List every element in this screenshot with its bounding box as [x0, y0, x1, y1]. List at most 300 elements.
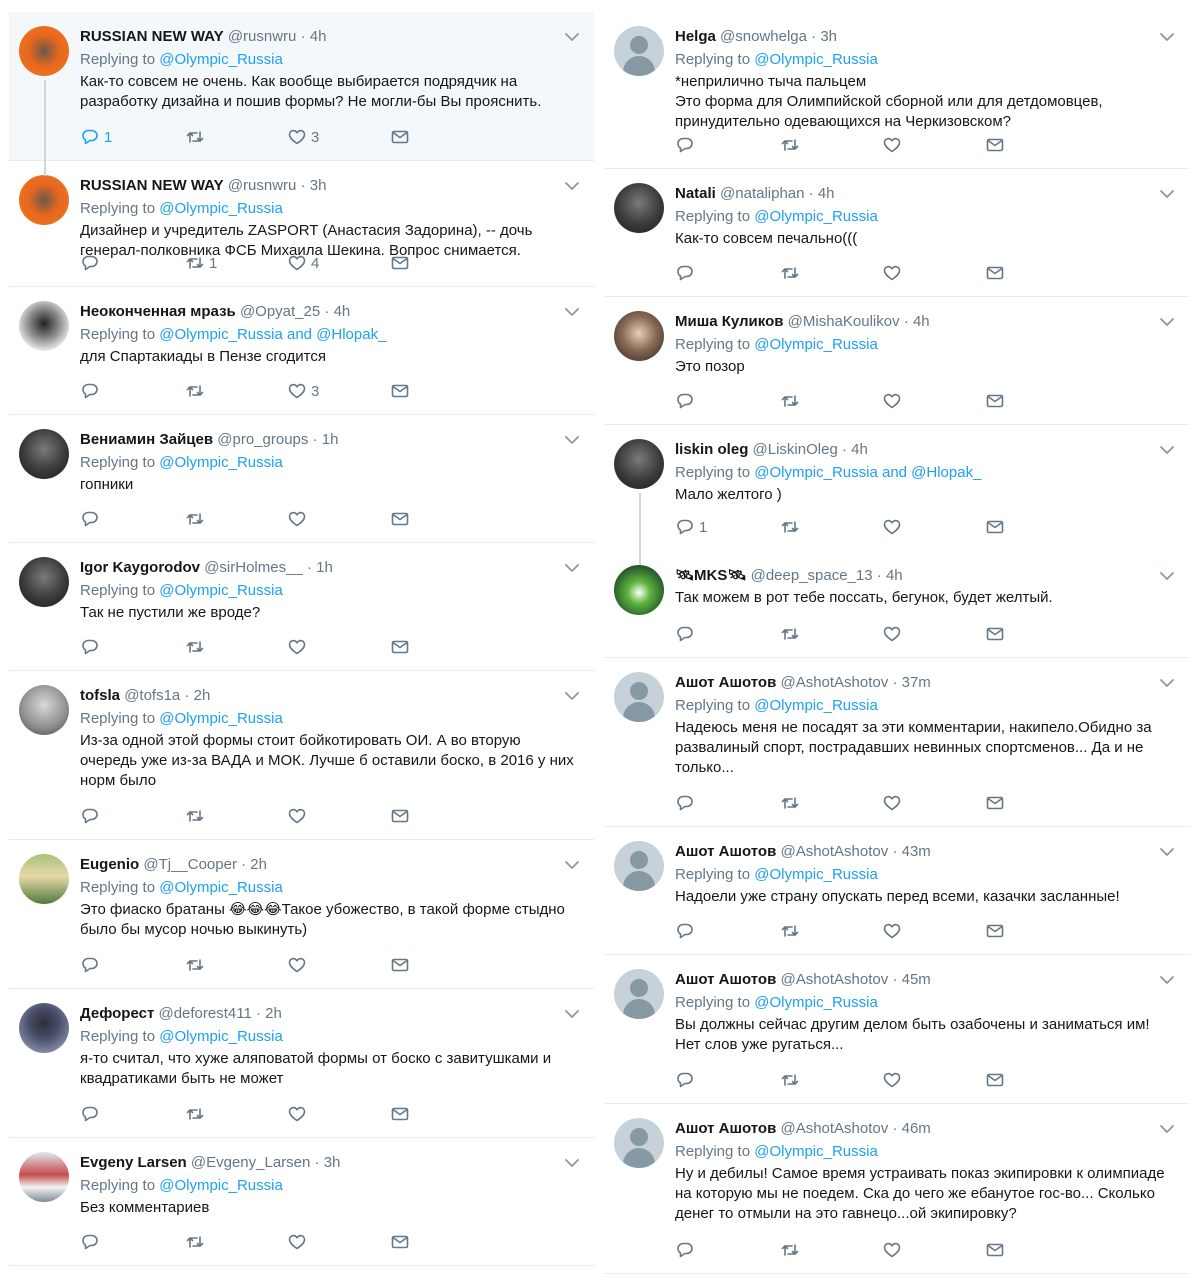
retweet-button[interactable] — [780, 624, 804, 644]
reply-icon — [80, 1232, 100, 1252]
reply-button[interactable] — [80, 955, 104, 975]
replying-to-label: Replying to — [80, 1028, 156, 1045]
direct-message-button[interactable] — [985, 1070, 1005, 1090]
user-name[interactable]: RUSSIAN NEW WAY — [80, 177, 224, 194]
tweet-time[interactable]: 45m — [901, 971, 931, 988]
like-button[interactable] — [287, 806, 311, 826]
user-name[interactable]: Eugenio — [80, 856, 140, 873]
replying-to-link[interactable]: @Olympic_Russia — [159, 454, 283, 471]
separator-dot: · — [184, 687, 190, 704]
user-name[interactable]: Ашот Ашотов — [675, 843, 777, 860]
tweet-content — [675, 842, 1175, 907]
replying-to-link[interactable]: @Olympic_Russia — [754, 1143, 878, 1160]
tweet-right-2[interactable] — [604, 169, 1189, 297]
user-name[interactable]: Ашот Ашотов — [675, 674, 777, 691]
like-button[interactable] — [882, 921, 906, 941]
envelope-icon — [985, 1240, 1005, 1260]
tweet-header — [80, 430, 580, 450]
user-name[interactable]: Миша Куликов — [675, 313, 784, 330]
like-button[interactable] — [882, 135, 906, 155]
direct-message-button[interactable] — [390, 1104, 410, 1124]
tweet-content — [80, 686, 580, 791]
replying-to-link[interactable]: @Olympic_Russia — [754, 697, 878, 714]
heart-icon — [287, 127, 307, 147]
avatar[interactable] — [19, 1003, 69, 1053]
user-handle[interactable]: @Opyat_25 — [239, 303, 321, 320]
tweet-text: Так не пустили же вроде? — [80, 604, 261, 621]
avatar[interactable] — [614, 672, 664, 722]
tweet-time[interactable]: 4h — [912, 313, 930, 330]
tweet-time[interactable]: 2h — [250, 856, 267, 873]
reply-button[interactable] — [675, 1240, 699, 1260]
tweet-left-2[interactable] — [9, 161, 594, 287]
tweet-right-9[interactable] — [604, 1104, 1189, 1274]
chevron-down-icon[interactable] — [564, 688, 580, 704]
chevron-down-icon[interactable] — [564, 1006, 580, 1022]
avatar[interactable] — [19, 854, 69, 904]
avatar[interactable] — [19, 429, 69, 479]
reply-button[interactable] — [80, 806, 104, 826]
tweet-content — [80, 1004, 580, 1089]
like-button[interactable] — [287, 637, 311, 657]
like-button[interactable] — [882, 263, 906, 283]
tweet-time[interactable]: 4h — [817, 185, 835, 202]
direct-message-button[interactable] — [390, 955, 410, 975]
user-name[interactable]: liskin oleg — [675, 441, 749, 458]
user-name[interactable]: RUSSIAN NEW WAY — [80, 28, 224, 45]
tweet-actions — [675, 1240, 1035, 1260]
heart-icon — [287, 509, 307, 529]
replying-to — [675, 993, 1175, 1013]
user-name[interactable]: Natali — [675, 185, 716, 202]
replying-to-label: Replying to — [80, 879, 156, 896]
user-handle[interactable]: @LiskinOleg — [752, 441, 838, 458]
direct-message-button[interactable] — [390, 381, 410, 401]
user-name[interactable]: Helga — [675, 28, 716, 45]
like-button[interactable] — [287, 509, 311, 529]
reply-button[interactable] — [80, 127, 112, 147]
user-handle[interactable]: @AshotAshotov — [780, 843, 889, 860]
user-handle[interactable]: @MishaKoulikov — [787, 313, 900, 330]
chevron-down-icon[interactable] — [1159, 29, 1175, 45]
like-button[interactable] — [882, 1070, 906, 1090]
avatar[interactable] — [614, 26, 664, 76]
tweet-actions — [675, 793, 1035, 813]
retweet-icon — [780, 135, 800, 155]
tweet-text: Надоели уже страну опускать перед всеми, казачки засланные! — [675, 888, 1120, 905]
tweet-header — [80, 176, 580, 196]
tweet-text: Ну и дебилы! Самое время устраивать показ экипировки к олимпиаде на которую мы не поедем. Ска до чего же ебанутое гос-во... Сколько денег то отмыли на это гавнецо...ой экипировку? — [675, 1165, 1165, 1222]
separator-dot: · — [892, 843, 898, 860]
user-handle[interactable]: @rusnwru — [227, 28, 297, 45]
reply-button[interactable] — [80, 637, 104, 657]
user-name[interactable]: Дефорест — [80, 1005, 155, 1022]
tweet-left-4[interactable] — [9, 415, 594, 543]
replying-to-link[interactable]: @Olympic_Russia — [159, 1177, 283, 1194]
replying-to — [675, 207, 1175, 227]
heart-icon — [882, 1240, 902, 1260]
user-name[interactable]: Ашот Ашотов — [675, 1120, 777, 1137]
tweet-content — [80, 176, 580, 261]
retweet-button[interactable] — [185, 1232, 209, 1252]
replying-to — [675, 1142, 1175, 1162]
retweet-button[interactable] — [185, 253, 217, 273]
tweet-content — [675, 970, 1175, 1055]
envelope-icon — [390, 806, 410, 826]
tweet-time[interactable]: 4h — [333, 303, 351, 320]
replying-to-link[interactable]: @Olympic_Russia — [159, 200, 283, 217]
direct-message-button[interactable] — [985, 517, 1005, 537]
envelope-icon — [985, 391, 1005, 411]
reply-icon — [80, 955, 100, 975]
replying-to-label: Replying to — [80, 454, 156, 471]
avatar[interactable] — [614, 565, 664, 615]
heart-icon — [882, 793, 902, 813]
tweet-right-8[interactable] — [604, 955, 1189, 1104]
tweet-time[interactable]: 2h — [265, 1005, 282, 1022]
like-button[interactable] — [287, 127, 319, 147]
replying-to — [80, 1176, 580, 1196]
tweet-text: Вы должны сейчас другим делом быть озабочены и заниматься им! Нет слов уже ругаться... — [675, 1016, 1150, 1053]
reply-button[interactable] — [675, 1070, 699, 1090]
direct-message-button[interactable] — [390, 509, 410, 529]
reply-icon — [80, 127, 100, 147]
chevron-down-icon[interactable] — [1159, 844, 1175, 860]
retweet-button[interactable] — [185, 1104, 209, 1124]
user-handle[interactable]: @AshotAshotov — [780, 971, 889, 988]
separator-dot: · — [876, 567, 882, 584]
direct-message-button[interactable] — [390, 253, 410, 273]
chevron-down-icon[interactable] — [564, 1155, 580, 1171]
retweet-icon — [780, 921, 800, 941]
retweet-icon — [185, 381, 205, 401]
tweet-right-7[interactable] — [604, 827, 1189, 955]
like-button[interactable] — [882, 1240, 906, 1260]
reply-button[interactable] — [675, 135, 699, 155]
tweet-content — [80, 302, 580, 367]
tweet-content — [675, 1119, 1175, 1224]
heart-icon — [287, 1232, 307, 1252]
like-button[interactable] — [287, 955, 311, 975]
envelope-icon — [985, 793, 1005, 813]
tweet-text: Мало желтого ) — [675, 486, 782, 503]
user-handle[interactable]: @deforest411 — [158, 1005, 252, 1022]
tweet-left-1[interactable] — [9, 12, 594, 161]
tweet-actions — [80, 1232, 440, 1252]
tweet-time[interactable]: 3h — [820, 28, 838, 45]
chevron-down-icon[interactable] — [564, 432, 580, 448]
replying-to-label: Replying to — [675, 994, 751, 1011]
tweet-actions — [80, 955, 440, 975]
direct-message-button[interactable] — [390, 1232, 410, 1252]
tweet-right-1[interactable] — [604, 12, 1189, 169]
direct-message-button[interactable] — [985, 391, 1005, 411]
reply-count: 1 — [699, 518, 708, 536]
tweet-left-9[interactable] — [9, 1138, 594, 1266]
envelope-icon — [390, 955, 410, 975]
separator-dot: · — [300, 28, 306, 45]
replying-to — [80, 50, 580, 70]
retweet-button[interactable] — [780, 517, 804, 537]
replying-to — [80, 878, 580, 898]
tweet-left-8[interactable] — [9, 989, 594, 1138]
tweet-content — [675, 184, 1175, 249]
tweet-content — [675, 312, 1175, 377]
chevron-down-icon[interactable] — [1159, 972, 1175, 988]
retweet-button[interactable] — [780, 263, 804, 283]
retweet-button[interactable] — [780, 135, 804, 155]
user-name[interactable]: tofsla — [80, 687, 121, 704]
tweet-content — [80, 855, 580, 940]
user-handle[interactable]: @AshotAshotov — [780, 674, 889, 691]
replying-to-label: Replying to — [80, 582, 156, 599]
direct-message-button[interactable] — [390, 637, 410, 657]
retweet-button[interactable] — [185, 637, 209, 657]
reply-icon — [675, 135, 695, 155]
envelope-icon — [390, 637, 410, 657]
user-name[interactable]: 🛰MKS🛰 — [675, 567, 747, 584]
tweet-time[interactable]: 4h — [851, 441, 868, 458]
user-handle[interactable]: @tofs1a — [124, 687, 181, 704]
avatar[interactable] — [614, 969, 664, 1019]
tweet-time[interactable]: 3h — [323, 1154, 341, 1171]
tweet-time[interactable]: 3h — [309, 177, 327, 194]
retweet-icon — [780, 391, 800, 411]
user-name[interactable]: Evgeny Larsen — [80, 1154, 187, 1171]
avatar[interactable] — [614, 183, 664, 233]
user-handle[interactable]: @sirHolmes__ — [204, 559, 303, 576]
replying-to — [675, 463, 1175, 483]
envelope-icon — [390, 1232, 410, 1252]
user-name[interactable]: Вениамин Зайцев — [80, 431, 214, 448]
reply-icon — [80, 509, 100, 529]
like-button[interactable] — [882, 624, 906, 644]
tweet-right-4[interactable] — [604, 425, 1189, 551]
heart-icon — [882, 624, 902, 644]
tweet-text: Дизайнер и учредитель ZASPORT (Анастасия Задорина), -- дочь генерал-полковника ФСБ Михаила Шекина. Вопрос снимается. — [80, 222, 533, 259]
tweet-right-5[interactable] — [604, 551, 1189, 658]
retweet-button[interactable] — [780, 391, 804, 411]
tweet-time[interactable]: 46m — [901, 1120, 931, 1137]
retweet-button[interactable] — [780, 1070, 804, 1090]
replying-to-link[interactable]: @Olympic_Russia — [159, 51, 283, 68]
replying-to-link[interactable]: @Olympic_Russia — [159, 1028, 283, 1045]
tweet-time[interactable]: 2h — [193, 687, 211, 704]
tweet-actions — [80, 381, 440, 401]
chevron-down-icon[interactable] — [1159, 1121, 1175, 1137]
tweet-header — [675, 842, 1175, 862]
retweet-button[interactable] — [780, 1240, 804, 1260]
user-handle[interactable]: @nataliphan — [720, 185, 805, 202]
chevron-down-icon[interactable] — [1159, 314, 1175, 330]
replying-to-link[interactable]: @Olympic_Russia — [754, 336, 878, 353]
avatar[interactable] — [614, 311, 664, 361]
tweet-actions — [675, 391, 1035, 411]
direct-message-button[interactable] — [390, 127, 410, 147]
tweet-time[interactable]: 4h — [885, 567, 903, 584]
heart-icon — [287, 955, 307, 975]
tweet-text: Из-за одной этой формы стоит бойкотировать ОИ. А во вторую очередь уже из-за ВАДА и МОК. Лучше б оставили боско, в 2016 у них норм было — [80, 732, 574, 789]
heart-icon — [287, 637, 307, 657]
replying-to-link[interactable]: @Olympic_Russia and @Hlopak_ — [754, 464, 982, 481]
chevron-down-icon[interactable] — [1159, 186, 1175, 202]
direct-message-button[interactable] — [985, 263, 1005, 283]
retweet-icon — [780, 624, 800, 644]
reply-button[interactable] — [80, 253, 104, 273]
reply-button[interactable] — [675, 263, 699, 283]
envelope-icon — [390, 381, 410, 401]
reply-button[interactable] — [675, 517, 707, 537]
retweet-button[interactable] — [185, 381, 209, 401]
user-handle[interactable]: @Evgeny_Larsen — [190, 1154, 311, 1171]
avatar[interactable] — [19, 685, 69, 735]
replying-to — [675, 696, 1175, 716]
retweet-button[interactable] — [780, 921, 804, 941]
direct-message-button[interactable] — [390, 806, 410, 826]
like-button[interactable] — [287, 253, 319, 273]
tweet-content — [675, 440, 1175, 505]
heart-icon — [287, 1104, 307, 1124]
retweet-button[interactable] — [185, 955, 209, 975]
user-handle[interactable]: @snowhelga — [720, 28, 807, 45]
chevron-down-icon[interactable] — [564, 29, 580, 45]
direct-message-button[interactable] — [985, 135, 1005, 155]
replying-to-link[interactable]: @Olympic_Russia and @Hlopak_ — [159, 326, 387, 343]
retweet-button[interactable] — [185, 806, 209, 826]
chevron-down-icon[interactable] — [564, 560, 580, 576]
reply-button[interactable] — [675, 793, 699, 813]
reply-button[interactable] — [675, 921, 699, 941]
replying-to — [675, 50, 1175, 70]
like-button[interactable] — [882, 391, 906, 411]
avatar[interactable] — [614, 841, 664, 891]
direct-message-button[interactable] — [985, 793, 1005, 813]
replying-to-link[interactable]: @Olympic_Russia — [754, 994, 878, 1011]
envelope-icon — [390, 127, 410, 147]
like-button[interactable] — [882, 517, 906, 537]
replying-to-label: Replying to — [80, 200, 156, 217]
tweet-time[interactable]: 1h — [321, 431, 339, 448]
tweet-text: для Спартакиады в Пензе сгодится — [80, 348, 327, 365]
reply-button[interactable] — [675, 624, 699, 644]
user-handle[interactable]: @AshotAshotov — [780, 1120, 889, 1137]
tweet-right-3[interactable] — [604, 297, 1189, 425]
like-button[interactable] — [287, 1104, 311, 1124]
reply-button[interactable] — [80, 509, 104, 529]
replying-to — [80, 581, 580, 601]
user-handle[interactable]: @pro_groups — [217, 431, 309, 448]
user-name[interactable]: Ашот Ашотов — [675, 971, 777, 988]
chevron-down-icon[interactable] — [564, 178, 580, 194]
reply-button[interactable] — [80, 381, 104, 401]
tweet-left-5[interactable] — [9, 543, 594, 671]
tweet-header — [675, 312, 1175, 332]
tweet-text: Это позор — [675, 358, 745, 375]
replying-to-link[interactable]: @Olympic_Russia — [754, 866, 878, 883]
tweet-left-6[interactable] — [9, 671, 594, 840]
thread-line — [44, 80, 46, 176]
retweet-icon — [780, 517, 800, 537]
tweet-content — [80, 430, 580, 495]
separator-dot: · — [892, 971, 898, 988]
tweet-header — [675, 440, 1175, 460]
tweet-time[interactable]: 37m — [901, 674, 931, 691]
direct-message-button[interactable] — [985, 1240, 1005, 1260]
replying-to-link[interactable]: @Olympic_Russia — [159, 879, 283, 896]
retweet-icon — [780, 793, 800, 813]
tweet-left-3[interactable] — [9, 287, 594, 415]
user-handle[interactable]: @rusnwru — [227, 177, 297, 194]
replying-to-label: Replying to — [675, 208, 751, 225]
like-button[interactable] — [287, 1232, 311, 1252]
chevron-down-icon[interactable] — [1159, 442, 1175, 458]
tweet-header — [675, 184, 1175, 204]
replying-to-link[interactable]: @Olympic_Russia — [754, 208, 878, 225]
retweet-icon — [185, 127, 205, 147]
replying-to-label: Replying to — [80, 326, 156, 343]
separator-dot: · — [306, 559, 312, 576]
tweet-text: гопники — [80, 476, 134, 493]
user-handle[interactable]: @deep_space_13 — [750, 567, 873, 584]
replying-to-link[interactable]: @Olympic_Russia — [159, 710, 283, 727]
chevron-down-icon[interactable] — [1159, 568, 1175, 584]
like-count: 4 — [311, 254, 320, 272]
heart-icon — [882, 921, 902, 941]
heart-icon — [287, 381, 307, 401]
replying-to-link[interactable]: @Olympic_Russia — [159, 582, 283, 599]
like-count: 3 — [311, 128, 320, 146]
like-button[interactable] — [882, 793, 906, 813]
separator-dot: · — [892, 1120, 898, 1137]
tweet-right-6[interactable] — [604, 658, 1189, 827]
replying-to-link[interactable]: @Olympic_Russia — [754, 51, 878, 68]
avatar[interactable] — [19, 301, 69, 351]
tweet-time[interactable]: 1h — [316, 559, 333, 576]
avatar[interactable] — [19, 26, 69, 76]
avatar[interactable] — [19, 175, 69, 225]
like-button[interactable] — [287, 381, 319, 401]
user-handle[interactable]: @Tj__Cooper — [143, 856, 237, 873]
tweet-text: Без комментариев — [80, 1199, 210, 1216]
avatar[interactable] — [614, 1118, 664, 1168]
separator-dot: · — [255, 1005, 261, 1022]
avatar[interactable] — [19, 557, 69, 607]
heart-icon — [882, 391, 902, 411]
reply-button[interactable] — [675, 391, 699, 411]
direct-message-button[interactable] — [985, 624, 1005, 644]
reply-icon — [675, 263, 695, 283]
reply-button[interactable] — [80, 1232, 104, 1252]
tweet-header — [80, 302, 580, 322]
retweet-button[interactable] — [185, 509, 209, 529]
chevron-down-icon[interactable] — [1159, 675, 1175, 691]
retweet-button[interactable] — [185, 127, 209, 147]
thread-line — [639, 493, 641, 565]
avatar[interactable] — [19, 1152, 69, 1202]
user-name[interactable]: Неоконченная мразь — [80, 303, 236, 320]
reply-button[interactable] — [80, 1104, 104, 1124]
tweet-time[interactable]: 4h — [309, 28, 327, 45]
direct-message-button[interactable] — [985, 921, 1005, 941]
tweet-time[interactable]: 43m — [901, 843, 931, 860]
user-name[interactable]: Igor Kaygorodov — [80, 559, 201, 576]
chevron-down-icon[interactable] — [564, 857, 580, 873]
reply-icon — [675, 517, 695, 537]
tweet-left-7[interactable] — [9, 840, 594, 989]
retweet-button[interactable] — [780, 793, 804, 813]
avatar[interactable] — [614, 439, 664, 489]
chevron-down-icon[interactable] — [564, 304, 580, 320]
